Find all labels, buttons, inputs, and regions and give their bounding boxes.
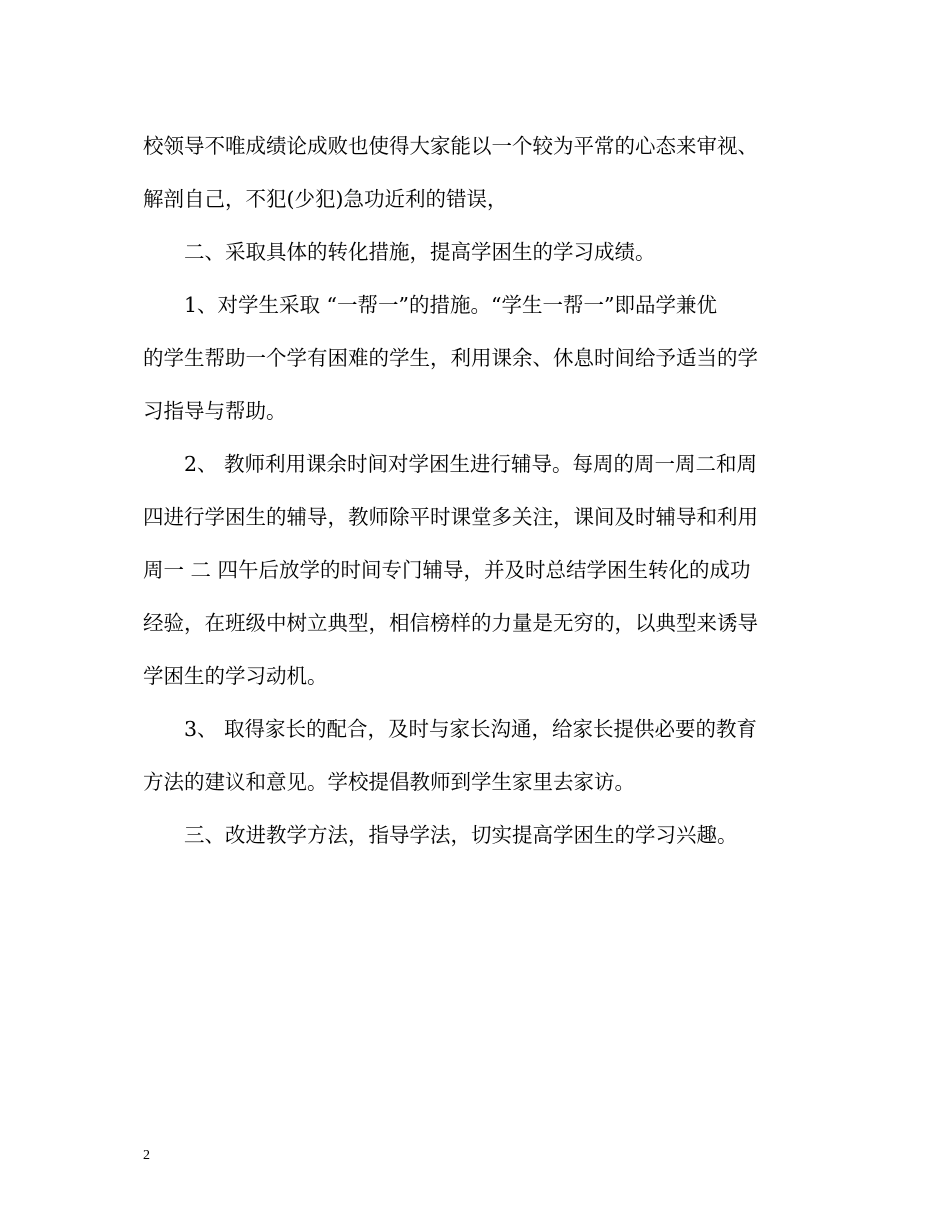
text-line: 1、对学生采取 “一帮一”的措施。“学生一帮一”即品学兼优 [143, 293, 717, 317]
text-line: 习指导与帮助。 [143, 399, 287, 423]
text-line: 经验，在班级中树立典型，相信榜样的力量是无穷的，以典型来诱导 [143, 611, 758, 635]
text-line: 周一 二 四午后放学的时间专门辅导，并及时总结学困生转化的成功 [143, 558, 751, 582]
page-number: 2 [143, 1148, 150, 1163]
text-line: 四进行学困生的辅导，教师除平时课堂多关注，课间及时辅导和利用 [143, 505, 758, 529]
section-heading: 二、采取具体的转化措施，提高学困生的学习成绩。 [143, 240, 656, 264]
text-line: 学困生的学习动机。 [143, 664, 328, 688]
text-line: 3、 取得家长的配合，及时与家长沟通，给家长提供必要的教育 [143, 717, 758, 741]
text-line: 2、 教师利用课余时间对学困生进行辅导。每周的周一周二和周 [143, 452, 758, 476]
text-line: 方法的建议和意见。学校提倡教师到学生家里去家访。 [143, 770, 635, 794]
section-heading: 三、改进教学方法，指导学法，切实提高学困生的学习兴趣。 [143, 823, 738, 847]
body-text [143, 120, 798, 862]
text-line: 的学生帮助一个学有困难的学生，利用课余、休息时间给予适当的学 [143, 346, 758, 370]
text-line: 校领导不唯成绩论成败也使得大家能以一个较为平常的心态来审视、 [143, 134, 758, 158]
text-line: 解剖自己，不犯(少犯)急功近利的错误， [143, 187, 508, 211]
